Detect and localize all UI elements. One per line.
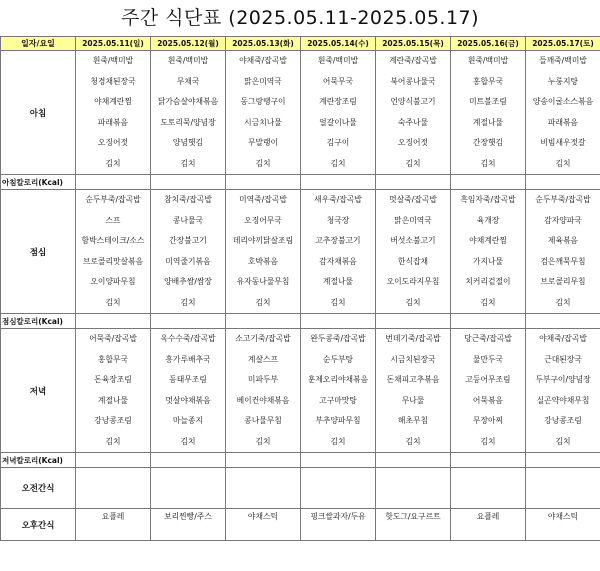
day-header: 2025.05.15(목): [376, 37, 451, 51]
menu-item: 고추장불고기: [315, 236, 361, 245]
menu-item: 훈제오리야채볶음: [307, 375, 369, 384]
menu-item: 번데기죽/잡곡밥: [385, 334, 441, 343]
menu-item: 미역줄기볶음: [165, 256, 211, 266]
menu-item: 브로콜리맛살볶음: [82, 256, 144, 266]
menu-item: 동그랑땡구이: [240, 97, 286, 106]
breakfast-label: 아침: [1, 51, 76, 175]
dinner-menu-cell: [376, 329, 451, 453]
snack-pm-row: [1, 509, 600, 541]
snack-pm-cell: [451, 509, 526, 541]
breakfast-menu-cell: [76, 51, 151, 175]
menu-item: 맑은미역국: [394, 215, 432, 225]
menu-item: 브로콜리무침: [540, 277, 586, 286]
menu-item: 치커리겉절이: [465, 277, 511, 286]
menu-item: 순두부죽/잡곡밥: [85, 195, 141, 204]
lunch-calorie-cell: [301, 314, 376, 329]
menu-item: 고등어무조림: [465, 375, 511, 384]
menu-item: 야채계란찜: [469, 236, 507, 245]
snack-pm-cell: [376, 509, 451, 541]
menu-item: 호박볶음: [247, 256, 279, 266]
menu-item: 완두콩죽/잡곡밥: [310, 334, 366, 343]
menu-item: 콩나물무침: [244, 416, 282, 425]
snack-pm-cell: [76, 509, 151, 541]
lunch-menu-cell: [376, 190, 451, 314]
dinner-menu-cell: [526, 329, 600, 453]
snack-am-cell: [526, 468, 600, 509]
menu-item: 김치: [555, 436, 571, 446]
menu-item: 김치: [480, 436, 496, 446]
menu-item: 김치: [105, 158, 121, 168]
menu-item: 부추양파무침: [315, 416, 361, 425]
breakfast-menu-cell: [526, 51, 600, 175]
menu-item: 순두부탕: [322, 354, 354, 364]
menu-item: 김구이: [326, 138, 350, 147]
menu-item: 야채죽/잡곡밥: [239, 56, 287, 65]
menu-item: 김치: [105, 436, 121, 446]
menu-item: 오징어젓: [397, 138, 429, 147]
dinner-menu-cell: [151, 329, 226, 453]
snack-pm-cell: [151, 509, 226, 541]
menu-item: 들깨죽/백미밥: [539, 56, 587, 65]
menu-item: 김치: [180, 158, 196, 168]
dinner-calorie-cell: [226, 453, 301, 468]
dinner-menu-cell: [451, 329, 526, 453]
menu-item: 파래볶음: [97, 117, 129, 127]
menu-item: 도토리묵/양념장: [160, 117, 216, 127]
menu-item: 김치: [255, 158, 271, 168]
day-header: 2025.05.16(금): [451, 37, 526, 51]
menu-item: 강낭콩조림: [94, 416, 132, 425]
snack-item: 요플레: [476, 512, 500, 521]
menu-item: 무채국: [176, 76, 200, 86]
dinner-calorie-cell: [151, 453, 226, 468]
menu-item: 김치: [555, 158, 571, 168]
menu-item: 김치: [330, 158, 346, 168]
menu-item: 돈육장조림: [94, 375, 132, 384]
snack-item: 핫도그/요구르트: [385, 512, 441, 521]
snack-pm-label: 오후간식: [1, 509, 76, 541]
lunch-calorie-label: 점심칼로리(Kcal): [1, 314, 76, 329]
menu-item: 고구마맛탕: [319, 395, 357, 405]
meal-plan-table: [0, 36, 600, 541]
menu-item: 흰죽/백미밥: [92, 56, 134, 65]
menu-item: 언양식불고기: [390, 97, 436, 106]
menu-item: 김치: [180, 436, 196, 446]
menu-item: 한식잡채: [397, 256, 429, 266]
snack-am-cell: [376, 468, 451, 509]
menu-item: 간장불고기: [169, 236, 207, 245]
menu-item: 새우죽/잡곡밥: [314, 195, 362, 204]
snack-am-cell: [451, 468, 526, 509]
menu-item: 김치: [480, 297, 496, 307]
menu-item: 계살스프: [247, 354, 279, 364]
menu-item: 양송이굴소스볶음: [532, 97, 594, 106]
menu-item: 김치: [105, 297, 121, 307]
menu-item: 누룽지탕: [547, 76, 579, 86]
dinner-calorie-row: [1, 453, 600, 468]
lunch-label: 점심: [1, 190, 76, 314]
dinner-calorie-label: 저녁칼로리(Kcal): [1, 453, 76, 468]
lunch-calorie-cell: [526, 314, 600, 329]
page-title: 주간 식단표 (2025.05.11-2025.05.17): [120, 7, 480, 29]
menu-item: 무말랭이: [247, 138, 279, 147]
dinner-calorie-cell: [451, 453, 526, 468]
menu-item: 홍합무국: [97, 354, 129, 364]
menu-item: 감자채볶음: [319, 256, 357, 266]
lunch-menu-cell: [451, 190, 526, 314]
menu-item: 순두부죽/잡곡밥: [535, 195, 591, 204]
lunch-calorie-cell: [451, 314, 526, 329]
menu-item: 마늘종지: [172, 416, 204, 425]
menu-item: 제육볶음: [547, 236, 579, 245]
menu-item: 미파두부: [247, 375, 279, 384]
menu-item: 김치: [405, 158, 421, 168]
snack-am-row: [1, 468, 600, 509]
snack-item: 야채스틱: [247, 512, 279, 521]
menu-item: 데리야끼닭살조림: [232, 236, 294, 245]
menu-item: 실곤약야채무침: [536, 395, 590, 405]
menu-item: 유자동나물무침: [236, 277, 290, 286]
menu-item: 계란죽/잡곡밥: [389, 56, 437, 65]
menu-item: 어묵볶음: [472, 395, 504, 405]
breakfast-calorie-label: 아침칼로리(Kcal): [1, 175, 76, 190]
breakfast-calorie-cell: [526, 175, 600, 190]
day-header: 2025.05.11(일): [76, 37, 151, 51]
menu-item: 무장아찌: [472, 416, 504, 425]
menu-item: 얼갈이나물: [319, 117, 357, 127]
dinner-calorie-cell: [301, 453, 376, 468]
menu-item: 양념햇김: [172, 138, 204, 147]
menu-item: 무나물: [401, 395, 425, 405]
menu-item: 멋살죽/잡곡밥: [389, 195, 437, 204]
lunch-menu-cell: [301, 190, 376, 314]
dinner-menu-cell: [226, 329, 301, 453]
breakfast-menu-cell: [226, 51, 301, 175]
menu-item: 김치: [330, 297, 346, 307]
breakfast-calorie-cell: [451, 175, 526, 190]
menu-item: 시금치된장국: [390, 354, 436, 364]
snack-am-cell: [151, 468, 226, 509]
breakfast-menu-cell: [301, 51, 376, 175]
menu-item: 김치: [480, 158, 496, 168]
menu-item: 어묵죽/잡곡밥: [89, 334, 137, 343]
menu-item: 미역죽/잡곡밥: [239, 195, 287, 204]
snack-item: 요플레: [101, 512, 125, 521]
lunch-menu-cell: [226, 190, 301, 314]
menu-item: 김치: [405, 297, 421, 307]
snack-am-label: 오전간식: [1, 468, 76, 509]
breakfast-row: [1, 51, 600, 175]
dinner-menu-cell: [301, 329, 376, 453]
menu-item: 파래볶음: [547, 117, 579, 127]
header-row: [1, 37, 600, 51]
menu-item: 흥가루배추국: [165, 354, 211, 364]
menu-item: 두부구이/양념장: [535, 375, 591, 384]
menu-item: 미트볼조림: [469, 97, 507, 106]
breakfast-menu-cell: [451, 51, 526, 175]
menu-item: 함박스테이크/소스: [81, 236, 145, 245]
menu-item: 야채계란찜: [94, 97, 132, 106]
menu-item: 오징어젓: [97, 138, 129, 147]
menu-item: 김치: [330, 436, 346, 446]
menu-item: 숙주나물: [397, 117, 429, 127]
menu-item: 감자양파국: [544, 215, 582, 225]
lunch-menu-cell: [526, 190, 600, 314]
day-header: 2025.05.12(월): [151, 37, 226, 51]
menu-item: 흰죽/백미밥: [467, 56, 509, 65]
snack-item: 핑크쌀과자/두유: [310, 512, 366, 521]
menu-item: 계란장조림: [319, 97, 357, 106]
menu-item: 돈채피고추볶음: [386, 375, 440, 384]
menu-item: 북어콩나물국: [390, 76, 436, 86]
menu-item: 김치: [255, 297, 271, 307]
snack-pm-cell: [526, 509, 600, 541]
snack-am-cell: [76, 468, 151, 509]
menu-item: 흰죽/백미밥: [167, 56, 209, 65]
lunch-calorie-cell: [76, 314, 151, 329]
snack-item: 보리찐빵/주스: [164, 512, 212, 521]
dinner-label: 저녁: [1, 329, 76, 453]
menu-item: 콩나물국: [172, 215, 204, 225]
menu-item: 가지나물: [472, 256, 504, 266]
menu-item: 해초무침: [397, 416, 429, 425]
breakfast-calorie-cell: [76, 175, 151, 190]
snack-pm-cell: [301, 509, 376, 541]
breakfast-menu-cell: [376, 51, 451, 175]
breakfast-calorie-cell: [226, 175, 301, 190]
menu-item: 흑임자죽/잡곡밥: [460, 195, 516, 204]
breakfast-calorie-cell: [376, 175, 451, 190]
snack-pm-cell: [226, 509, 301, 541]
menu-item: 강낭콩조림: [544, 416, 582, 425]
breakfast-calorie-cell: [301, 175, 376, 190]
lunch-calorie-cell: [151, 314, 226, 329]
menu-item: 흰죽/백미밥: [317, 56, 359, 65]
menu-item: 시금치나물: [244, 117, 282, 127]
menu-item: 김치: [255, 436, 271, 446]
menu-item: 물만두국: [472, 354, 504, 364]
breakfast-menu-cell: [151, 51, 226, 175]
menu-item: 김치: [180, 297, 196, 307]
lunch-calorie-row: [1, 314, 600, 329]
menu-item: 야채죽/잡곡밥: [539, 334, 587, 343]
menu-item: 양배추쌈/쌈장: [164, 277, 212, 286]
header-label: 일자/요일: [1, 37, 76, 51]
menu-item: 스프: [105, 215, 121, 225]
dinner-calorie-cell: [526, 453, 600, 468]
snack-am-cell: [301, 468, 376, 509]
menu-item: 근대된장국: [544, 354, 582, 364]
menu-item: 참치죽/잡곡밥: [164, 195, 212, 204]
menu-item: 간장햇김: [472, 138, 504, 147]
menu-item: 닭가슴살야채볶음: [157, 97, 219, 106]
menu-item: 홍합무국: [472, 76, 504, 86]
menu-item: 비빔새우젓갈: [540, 138, 586, 147]
menu-item: 육개장: [476, 215, 500, 225]
menu-item: 당근죽/잡곡밥: [464, 334, 512, 343]
day-header: 2025.05.14(수): [301, 37, 376, 51]
menu-item: 청국장: [326, 215, 350, 225]
menu-item: 옥수수죽/잡곡밥: [160, 334, 216, 343]
menu-item: 검은깨묵무침: [540, 256, 586, 266]
menu-item: 베이컨야채볶음: [236, 395, 290, 405]
menu-item: 동태무조림: [169, 375, 207, 384]
menu-item: 오이양파무침: [90, 277, 136, 286]
menu-item: 맑은미역국: [244, 76, 282, 86]
menu-item: 김치: [405, 436, 421, 446]
menu-item: 버섯소불고기: [390, 236, 436, 245]
lunch-menu-cell: [76, 190, 151, 314]
dinner-calorie-cell: [76, 453, 151, 468]
day-header: 2025.05.13(화): [226, 37, 301, 51]
dinner-menu-cell: [76, 329, 151, 453]
breakfast-calorie-cell: [151, 175, 226, 190]
dinner-row: [1, 329, 600, 453]
breakfast-calorie-row: [1, 175, 600, 190]
lunch-calorie-cell: [226, 314, 301, 329]
menu-item: 계절나물: [322, 277, 354, 286]
menu-item: 오징어무국: [244, 215, 282, 225]
dinner-calorie-cell: [376, 453, 451, 468]
snack-am-cell: [226, 468, 301, 509]
menu-item: 어묵무국: [322, 76, 354, 86]
day-header: 2025.05.17(토): [526, 37, 600, 51]
menu-item: 청경채된장국: [90, 76, 136, 86]
menu-item: 계절나물: [97, 395, 129, 405]
menu-item: 계절나물: [472, 117, 504, 127]
menu-item: 김치: [555, 297, 571, 307]
lunch-menu-cell: [151, 190, 226, 314]
lunch-calorie-cell: [376, 314, 451, 329]
menu-item: 멋살야채볶음: [165, 395, 211, 405]
snack-item: 야채스틱: [547, 512, 579, 521]
lunch-row: [1, 190, 600, 314]
menu-item: 소고기죽/잡곡밥: [235, 334, 291, 343]
menu-item: 오이도라지무침: [386, 277, 440, 286]
